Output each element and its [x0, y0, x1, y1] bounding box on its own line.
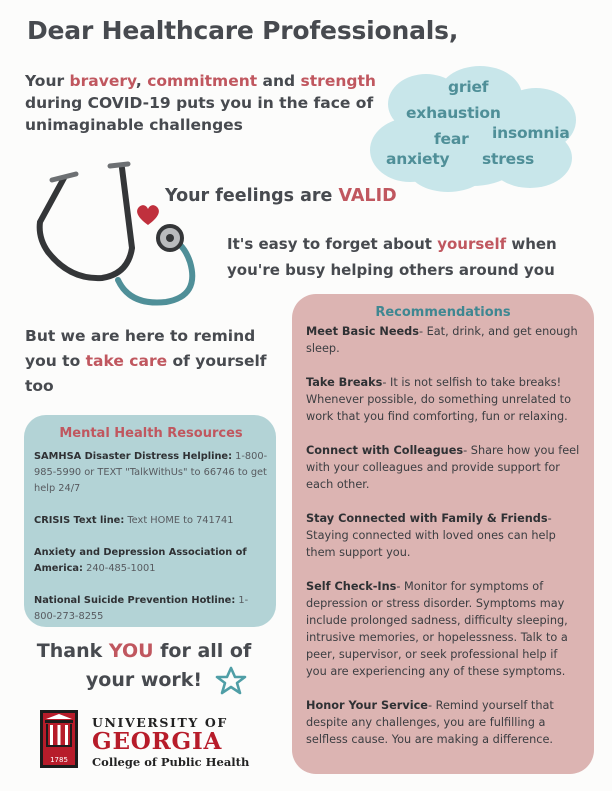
recommendation-item: Honor Your Service- Remind yourself that despite any challenges, you are fulfilling a selfless cause. You are making a difference. [306, 699, 554, 746]
star-icon [214, 665, 248, 697]
logo-georgia: GEORGIA [92, 728, 223, 755]
resources-title: Mental Health Resources [59, 426, 243, 441]
forget-text: It's easy to forget about yourself when you're busy helping others around you [227, 235, 557, 279]
intro-text: Your bravery, commitment and strength during COVID-19 puts you in the face of unimaginable challenges [25, 72, 376, 134]
page-title: Dear Healthcare Professionals, [27, 16, 459, 45]
cloud-word-anxiety: anxiety [386, 150, 450, 168]
uga-arch-icon [40, 710, 78, 768]
resource-item: Anxiety and Depression Association of America: 240-485-1001 [34, 547, 247, 574]
cloud-word-insomnia: insomnia [492, 124, 570, 142]
recommendation-item: Connect with Colleagues- Share how you feel with your colleagues and provide support for each other. [306, 444, 580, 491]
feelings-cloud [368, 66, 578, 194]
thank-you-text: Thank YOU for all of your work! [36, 640, 252, 691]
resource-item: National Suicide Prevention Hotline: 1-800-273-8255 [34, 595, 249, 622]
uga-logo-text [92, 715, 249, 769]
recommendations-panel [292, 294, 594, 774]
cloud-word-stress: stress [482, 150, 535, 168]
logo-university: UNIVERSITY OF [92, 715, 228, 730]
recommendation-item: Meet Basic Needs- Eat, drink, and get enough sleep. [306, 325, 578, 355]
recommendation-item: Stay Connected with Family & Friends- Staying connected with loved ones can help them support you. [306, 512, 556, 559]
stethoscope-icon [30, 158, 215, 308]
recommendations-title: Recommendations [375, 305, 511, 320]
cloud-word-fear: fear [434, 130, 469, 148]
resources-panel [24, 415, 276, 627]
valid-heading: Your feelings are VALID [165, 186, 397, 206]
logo-college: College of Public Health [92, 755, 250, 769]
recommendation-item: Self Check-Ins- Monitor for symptoms of depression or stress disorder. Symptoms may include prolonged sadness, difficulty sleeping, intrusive memories, or hopelessness. Talk to a peer, supervisor, or seek professional help if you are experiencing any of these symptoms. [306, 580, 568, 678]
resource-item: SAMHSA Disaster Distress Helpline: 1-800-985-5990 or TEXT "TalkWithUs" to 66746 to get help 24/7 [34, 451, 268, 494]
heart-icon [135, 203, 161, 227]
remind-text: But we are here to remind you to take care of yourself too [25, 327, 267, 395]
recommendation-item: Take Breaks- It is not selfish to take breaks! Whenever possible, do something unrelated to work that you find comforting, fun or relaxing. [306, 376, 571, 423]
cloud-word-grief: grief [448, 78, 489, 96]
resource-item: CRISIS Text line: Text HOME to 741741 [34, 515, 234, 526]
cloud-word-exhaustion: exhaustion [406, 104, 501, 122]
logo-year: 1785 [50, 756, 68, 764]
